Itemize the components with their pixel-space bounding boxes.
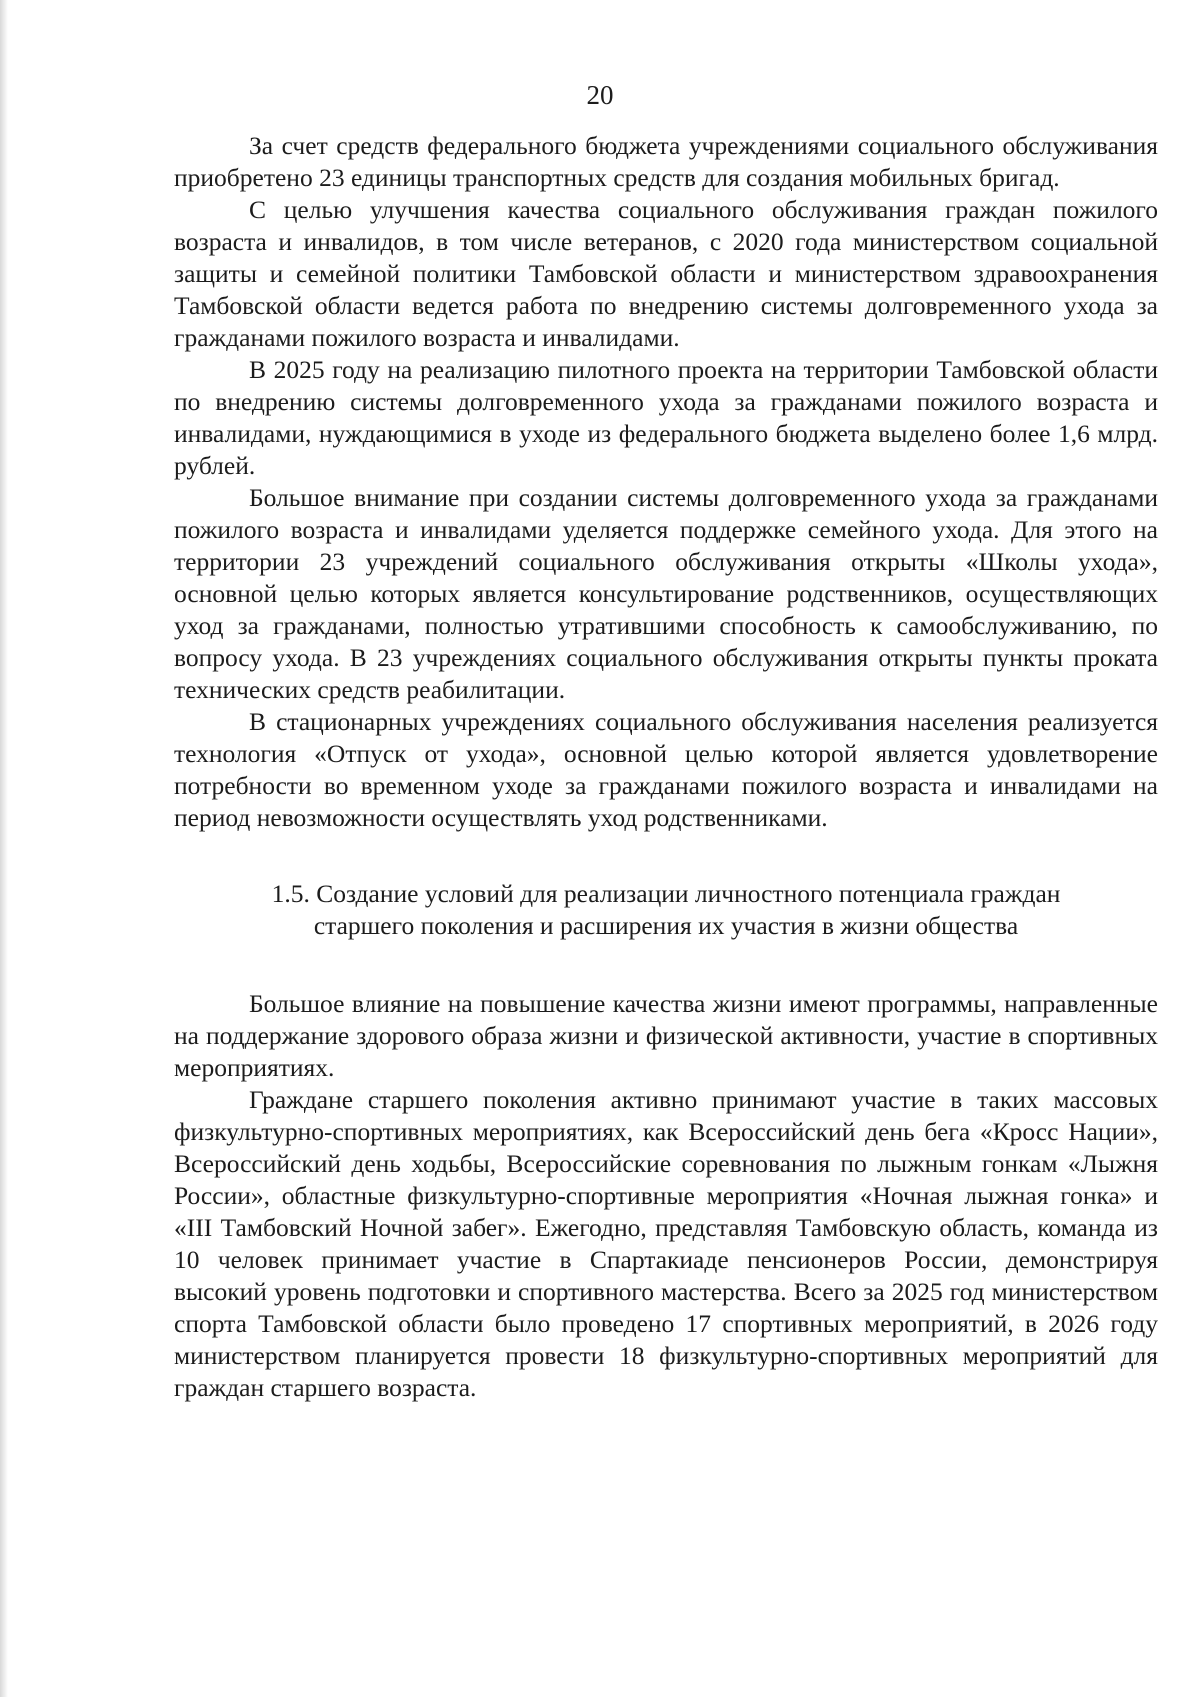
paragraph-long-term-care-intro: С целью улучшения качества социального обслуживания граждан пожилого возраста и инвалидов, в том числе ветеранов, с 2020 года министерством социальной защиты и семейной политики Тамбовской области и министерством здравоохранения Тамбовской области ведется работа по внедрению системы долговременного ухода за гражданами пожилого возраста и инвалидами. xyxy=(174,195,1158,352)
paragraph-healthy-lifestyle: Большое влияние на повышение качества жизни имеют программы, направленные на поддержание здорового образа жизни и физической активности, участие в спортивных мероприятиях. xyxy=(174,989,1158,1082)
paragraph-sports-events: Граждане старшего поколения активно принимают участие в таких массовых физкультурно-спортивных мероприятиях, как Всероссийский день бега «Кросс Нации», Всероссийский день ходьбы, Всероссийские соревнования по лыжным гонкам «Лыжня России», областные физкультурно-спортивные мероприятия «Ночная лыжная гонка» и «III Тамбовский Ночной забег». Ежегодно, представляя Тамбовскую область, команда из 10 человек принимает участие в Спартакиаде пенсионеров России, демонстрируя высокий уровень подготовки и спортивного мастерства. Всего за 2025 год министерством спорта Тамбовской области было проведено 17 спортивных мероприятий, в 2026 году министерством планируется провести 18 физкультурно-спортивных мероприятий для граждан старшего возраста. xyxy=(174,1085,1158,1402)
paragraph-respite-care: В стационарных учреждениях социального обслуживания населения реализуется технология «Отпуск от ухода», основной целью которой является удовлетворение потребности во временном уходе за гражданами пожилого возраста и инвалидами на период невозможности осуществлять уход родственниками. xyxy=(174,707,1158,832)
paragraph-family-care: Большое внимание при создании системы долговременного ухода за гражданами пожилого возраста и инвалидами уделяется поддержке семейного ухода. Для этого на территории 23 учреждений социального обслуживания открыты «Школы ухода», основной целью которых является консультирование родственников, осуществляющих уход за гражданами, полностью утратившими способность к самообслуживанию, по вопросу ухода. В 23 учреждениях социального обслуживания открыты пункты проката технических средств реабилитации. xyxy=(174,483,1158,704)
paragraph-transport: За счет средств федерального бюджета учреждениями социального обслуживания приобретено 23 единицы транспортных средств для создания мобильных бригад. xyxy=(174,131,1158,192)
page-number: 20 xyxy=(586,80,614,110)
section-heading xyxy=(174,878,1158,942)
section-heading-line-1: 1.5. Создание условий для реализации личностного потенциала граждан xyxy=(271,879,1061,908)
section-heading-line-2: старшего поколения и расширения их участия в жизни общества xyxy=(313,911,1019,940)
paragraph-pilot-project: В 2025 году на реализацию пилотного проекта на территории Тамбовской области по внедрению системы долговременного ухода за гражданами пожилого возраста и инвалидами, нуждающимися в уходе из федерального бюджета выделено более 1,6 млрд. рублей. xyxy=(174,355,1158,480)
page-content xyxy=(174,130,1158,1404)
